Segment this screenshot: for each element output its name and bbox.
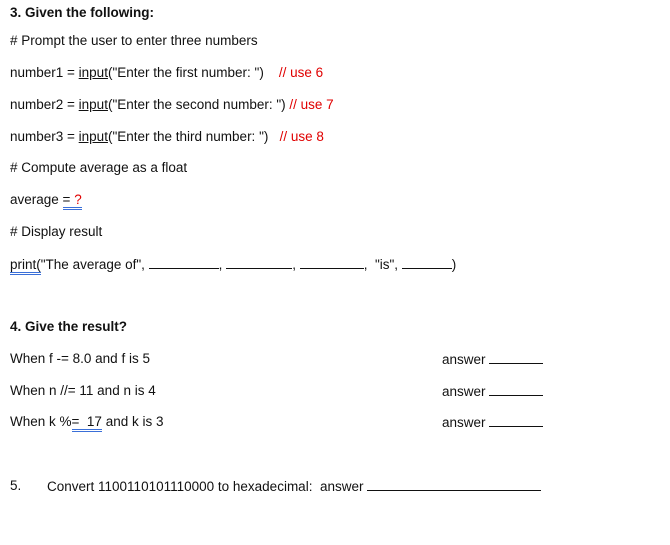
is-text: , "is",: [363, 257, 402, 272]
answer-label: answer: [442, 384, 490, 399]
question-3-heading: 3. Given the following:: [10, 5, 155, 20]
var: number3 =: [10, 129, 79, 144]
comment-prompt: # Prompt the user to enter three numbers: [10, 33, 258, 48]
marked: = 17: [72, 414, 102, 432]
answer-blank[interactable]: [489, 413, 543, 427]
answer-label: answer: [442, 352, 490, 367]
answer-blank[interactable]: [489, 350, 543, 364]
blank-1[interactable]: [149, 255, 219, 269]
question-mark: ?: [74, 192, 82, 207]
note: // use 7: [289, 97, 334, 112]
var: number2 =: [10, 97, 79, 112]
answer-label: answer: [442, 415, 490, 430]
var: average: [10, 192, 63, 207]
pre: When k %: [10, 414, 72, 429]
q4-item-2: When n //= 11 and n is 4: [10, 383, 156, 398]
q5-line: [47, 477, 541, 496]
func: input: [78, 65, 108, 80]
eq: =: [62, 192, 75, 207]
var: number1 =: [10, 65, 79, 80]
code-line-number2: [10, 96, 334, 114]
comment-display: # Display result: [10, 224, 103, 239]
sep: ,: [218, 257, 227, 272]
q4-item-1: When f -= 8.0 and f is 5: [10, 351, 150, 366]
note: // use 6: [278, 65, 324, 80]
average-eq: [63, 192, 82, 210]
comment-compute: # Compute average as a float: [10, 160, 188, 175]
post: and k is 3: [101, 414, 164, 429]
args: ("Enter the second number: "): [107, 97, 286, 112]
func: input: [78, 129, 108, 144]
code-line-number1: [10, 64, 323, 82]
blank-3[interactable]: [300, 255, 364, 269]
question-4-heading: 4. Give the result?: [10, 319, 128, 334]
q5-text: Convert 1100110101110000 to hexadecimal: answer: [47, 479, 368, 494]
print-line: [10, 255, 456, 274]
close-paren: ): [451, 257, 457, 272]
answer-blank[interactable]: [367, 477, 541, 491]
q5-number: 5.: [10, 478, 22, 493]
q4-answer-1: [442, 350, 543, 369]
print-func: print(: [10, 257, 41, 275]
print-text: "The average of",: [40, 257, 149, 272]
args: ("Enter the third number: "): [107, 129, 269, 144]
answer-blank[interactable]: [489, 382, 543, 396]
func: input: [78, 97, 108, 112]
q4-answer-2: [442, 382, 543, 401]
args: ("Enter the first number: "): [107, 65, 264, 80]
q4-answer-3: [442, 413, 543, 432]
sep: ,: [292, 257, 300, 272]
average-line: [10, 191, 82, 209]
note: // use 8: [279, 129, 324, 144]
q4-item-3: [10, 413, 163, 431]
blank-4[interactable]: [402, 255, 452, 269]
blank-2[interactable]: [226, 255, 292, 269]
code-line-number3: [10, 128, 324, 146]
